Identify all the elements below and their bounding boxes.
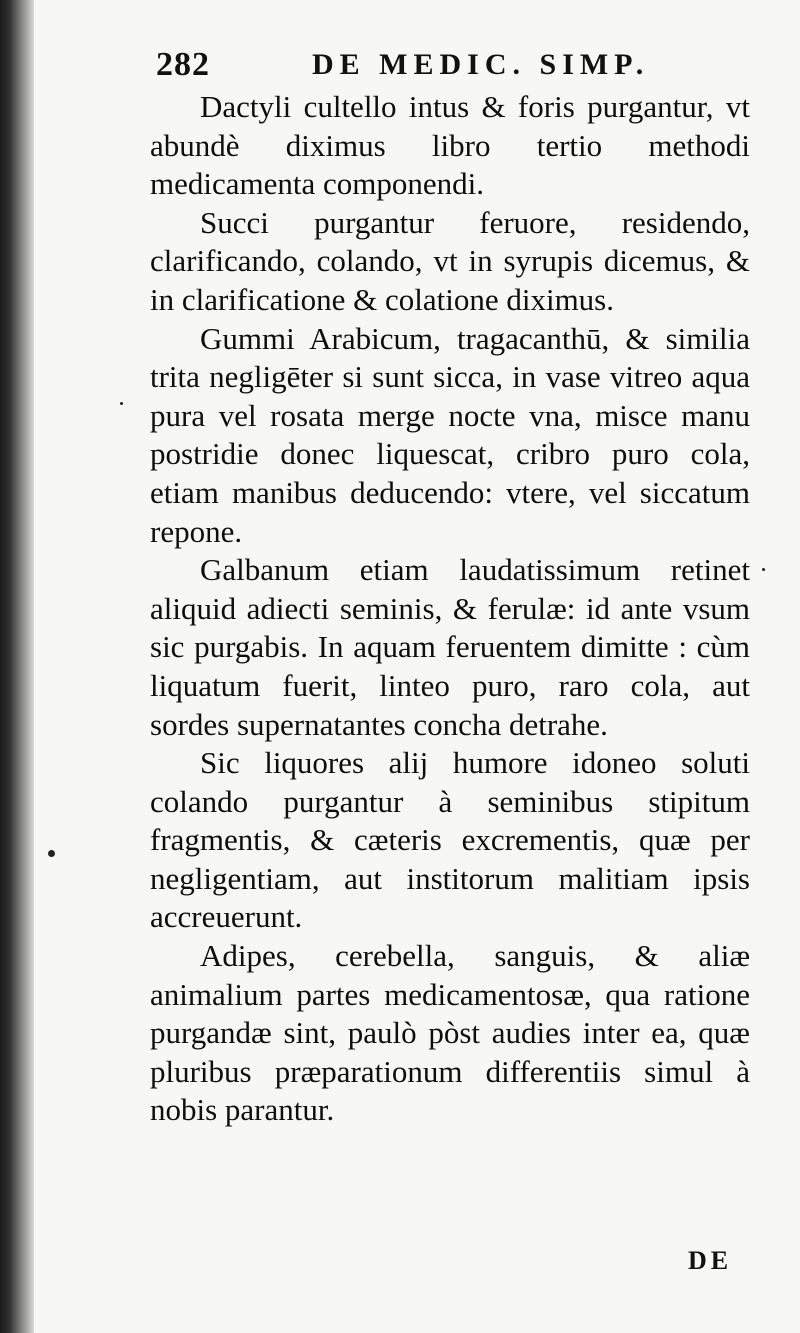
ink-speck [762, 568, 765, 571]
paragraph-succi: Succi purgantur feruore, residendo, clarificando, colando, vt in syrupis dicemus, & in clarificatione & colatione diximus. [150, 204, 750, 317]
ink-speck [120, 402, 123, 405]
paragraph-liquores: Sic liquores alij humore idoneo soluti colando purgantur à seminibus stipitum fragmentis, & cæteris excrementis, quæ per negligentiam, aut institorum malitiam ipsis accreuerunt. [150, 745, 750, 935]
running-head: DE MEDIC. SIMP. [312, 48, 650, 81]
catchword: DE [688, 1246, 733, 1275]
page-header [156, 46, 676, 90]
page-number: 282 [156, 46, 210, 83]
body-text [150, 88, 750, 1130]
paragraph-galbanum: Galbanum etiam laudatissimum retinet aliquid adiecti seminis, & ferulæ: id ante vsum sic purgabis. In aquam feruentem dimitte : cùm liquatum fuerit, linteo puro, raro cola, aut sordes supernatantes concha detrahe. [150, 552, 750, 742]
ink-speck [48, 850, 55, 857]
paragraph-dactyli: Dactyli cultello intus & foris purgantur, vt abundè diximus libro tertio methodi medicamenta componendi. [150, 89, 750, 202]
book-gutter-shadow [0, 0, 34, 1333]
paragraph-adipes: Adipes, cerebella, sanguis, & aliæ animalium partes medicamentosæ, qua ratione purgandæ sint, paulò pòst audies inter ea, quæ pluribus præparationum differentiis simul à nobis parantur. [150, 938, 750, 1128]
paragraph-gummi: Gummi Arabicum, tragacanthū, & similia trita negligēter si sunt sicca, in vase vitreo aqua pura vel rosata merge nocte vna, misce manu postridie donec liquescat, cribro puro cola, etiam manibus deducendo: vtere, vel siccatum repone. [150, 320, 750, 549]
